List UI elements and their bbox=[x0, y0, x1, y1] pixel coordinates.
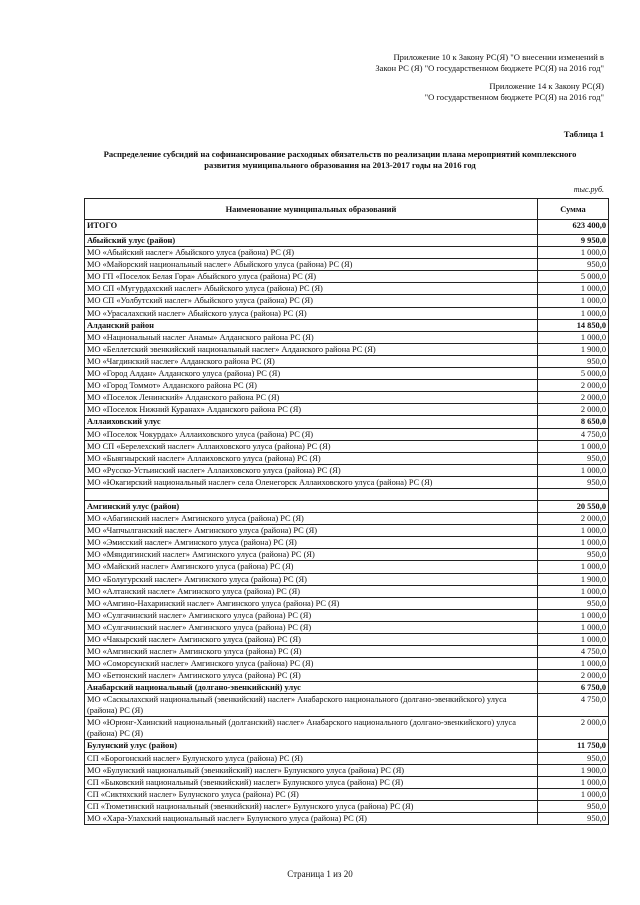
row-name: Булунский улус (район) bbox=[85, 740, 538, 752]
row-name: Амгинский улус (район) bbox=[85, 500, 538, 512]
table-row bbox=[85, 271, 609, 283]
row-name: СП «Борогонский наслег» Булунского улуса (района) РС (Я) bbox=[85, 752, 538, 764]
row-sum: 2 000,0 bbox=[538, 717, 609, 740]
row-sum: 1 000,0 bbox=[538, 331, 609, 343]
appendix-14-header bbox=[425, 81, 604, 103]
table-row bbox=[85, 464, 609, 476]
row-name: МО «Саскылахский национальный (эвенкийский) наслег» Анабарского национального (долгано-эвенкийского) улуса (района) РС (Я) bbox=[85, 694, 538, 717]
row-sum: 9 950,0 bbox=[538, 235, 609, 247]
row-name: СП «Тюметинский национальный (эвенкийский) наслег» Булунского улуса (района) РС (Я) bbox=[85, 800, 538, 812]
table-row bbox=[85, 355, 609, 367]
row-name: МО «Быягнырский наслег» Аллаиховского улуса (района) РС (Я) bbox=[85, 452, 538, 464]
row-sum: 1 000,0 bbox=[538, 525, 609, 537]
table-row bbox=[85, 597, 609, 609]
row-sum: 1 900,0 bbox=[538, 573, 609, 585]
row-sum: 8 650,0 bbox=[538, 416, 609, 428]
table-row bbox=[85, 247, 609, 259]
row-sum: 950,0 bbox=[538, 813, 609, 825]
table-row bbox=[85, 776, 609, 788]
row-name: МО «Майский наслег» Амгинского улуса (района) РС (Я) bbox=[85, 561, 538, 573]
row-name: МО «Абагинский наслег» Амгинского улуса (района) РС (Я) bbox=[85, 513, 538, 525]
table-row bbox=[85, 694, 609, 717]
row-sum: 2 000,0 bbox=[538, 392, 609, 404]
header-line-4: "О государственном бюджете РС(Я) на 2016 год" bbox=[424, 92, 604, 102]
row-name: МО СП «Мугурдахский наслег» Абыйского улуса (района) РС (Я) bbox=[85, 283, 538, 295]
row-sum: 1 000,0 bbox=[538, 561, 609, 573]
table-row bbox=[85, 609, 609, 621]
row-name: МО «Бетюнский наслег» Амгинского улуса (района) РС (Я) bbox=[85, 670, 538, 682]
row-name: МО «Эмисский наслег» Амгинского улуса (района) РС (Я) bbox=[85, 537, 538, 549]
row-name: МО «Юкагирский национальный наслег» села Оленегорск Аллаиховского улуса (района) РС (Я) bbox=[85, 476, 538, 488]
row-sum: 1 000,0 bbox=[538, 776, 609, 788]
table-row bbox=[85, 331, 609, 343]
table-row bbox=[85, 788, 609, 800]
table-row bbox=[85, 440, 609, 452]
row-sum: 950,0 bbox=[538, 476, 609, 488]
row-name: МО «Мяндигинский наслег» Амгинского улуса (района) РС (Я) bbox=[85, 549, 538, 561]
table-row bbox=[85, 513, 609, 525]
table-row bbox=[85, 800, 609, 812]
row-sum: 1 000,0 bbox=[538, 537, 609, 549]
table-row bbox=[85, 404, 609, 416]
row-sum: 2 000,0 bbox=[538, 380, 609, 392]
row-name: МО «Поселок Ленинский» Алданского района РС (Я) bbox=[85, 392, 538, 404]
row-sum: 1 000,0 bbox=[538, 464, 609, 476]
group-row bbox=[85, 500, 609, 512]
table-number: Таблица 1 bbox=[563, 129, 604, 139]
row-sum: 2 000,0 bbox=[538, 670, 609, 682]
table-row bbox=[85, 752, 609, 764]
page-footer: Страница 1 из 20 bbox=[287, 869, 353, 879]
row-name: МО «Поселок Чокурдах» Аллаиховского улуса (района) РС (Я) bbox=[85, 428, 538, 440]
row-name: МО «Чагдинский наслег» Алданского района РС (Я) bbox=[85, 355, 538, 367]
table-row bbox=[85, 764, 609, 776]
row-sum: 11 750,0 bbox=[538, 740, 609, 752]
row-name: МО «Сулгачинский наслег» Амгинского улуса (района) РС (Я) bbox=[85, 609, 538, 621]
row-name: МО «Болугурский наслег» Амгинского улуса (района) РС (Я) bbox=[85, 573, 538, 585]
row-sum: 1 000,0 bbox=[538, 621, 609, 633]
table-row bbox=[85, 259, 609, 271]
header-line-3: Приложение 14 к Закону РС(Я) bbox=[489, 81, 604, 91]
table-row bbox=[85, 573, 609, 585]
row-name: СП «Быковский национальный (эвенкийский) наслег» Булунского улуса (района) РС (Я) bbox=[85, 776, 538, 788]
row-sum: 950,0 bbox=[538, 259, 609, 271]
row-sum: 4 750,0 bbox=[538, 646, 609, 658]
table-row bbox=[85, 670, 609, 682]
row-sum: 1 900,0 bbox=[538, 343, 609, 355]
header-line-1: Приложение 10 к Закону РС(Я) "О внесении изменений в bbox=[393, 52, 604, 62]
row-sum: 950,0 bbox=[538, 452, 609, 464]
row-name: МО «Амгинский наслег» Амгинского улуса (района) РС (Я) bbox=[85, 646, 538, 658]
row-name: МО ГП «Поселок Белая Гора» Абыйского улуса (района) РС (Я) bbox=[85, 271, 538, 283]
table-row bbox=[85, 283, 609, 295]
header-line-2: Закон РС (Я) "О государственном бюджете РС(Я) на 2016 год" bbox=[375, 63, 604, 73]
row-name: ИТОГО bbox=[85, 220, 538, 235]
column-header-name: Наименование муниципальных образований bbox=[85, 199, 538, 220]
row-sum: 950,0 bbox=[538, 752, 609, 764]
group-row bbox=[85, 416, 609, 428]
table-row bbox=[85, 380, 609, 392]
table-header-row bbox=[85, 199, 609, 220]
row-name: МО «Сулгачинский наслег» Амгинского улуса (района) РС (Я) bbox=[85, 621, 538, 633]
row-name: МО «Майорский национальный наслег» Абыйского улуса (района) РС (Я) bbox=[85, 259, 538, 271]
row-name: МО «Город Алдан» Алданского улуса (района) РС (Я) bbox=[85, 368, 538, 380]
title-line-1: Распределение субсидий на софинансирование расходных обязательств по реализации плана мероприятий комплексного bbox=[103, 149, 577, 159]
table-row bbox=[85, 813, 609, 825]
group-row bbox=[85, 682, 609, 694]
row-sum: 1 000,0 bbox=[538, 658, 609, 670]
row-name: МО СП «Берелехский наслег» Аллаиховского улуса (района) РС (Я) bbox=[85, 440, 538, 452]
group-row bbox=[85, 740, 609, 752]
table-row bbox=[85, 368, 609, 380]
row-name: Аллаиховский улус bbox=[85, 416, 538, 428]
row-sum: 950,0 bbox=[538, 597, 609, 609]
table-row bbox=[85, 307, 609, 319]
group-row bbox=[85, 319, 609, 331]
row-name: МО «Беллетский эвенкийский национальный наслег» Алданского района РС (Я) bbox=[85, 343, 538, 355]
row-sum: 1 000,0 bbox=[538, 283, 609, 295]
row-name: Абыйский улус (район) bbox=[85, 235, 538, 247]
subsidy-table bbox=[84, 198, 609, 825]
row-name: Анабарский национальный (долгано-эвенкийский) улус bbox=[85, 682, 538, 694]
row-sum: 1 000,0 bbox=[538, 788, 609, 800]
row-sum: 950,0 bbox=[538, 549, 609, 561]
row-name: МО «Соморсунский наслег» Амгинского улуса (района) РС (Я) bbox=[85, 658, 538, 670]
title-line-2: развития муниципального образования на 2013-2017 годы на 2016 год bbox=[204, 160, 476, 170]
row-sum: 950,0 bbox=[538, 800, 609, 812]
appendix-10-header bbox=[375, 52, 604, 74]
column-header-sum: Сумма bbox=[538, 199, 609, 220]
row-name: МО «Алтанский наслег» Амгинского улуса (района) РС (Я) bbox=[85, 585, 538, 597]
row-name: МО «Булунский национальный (эвенкийский) наслег» Булунского улуса (района) РС (Я) bbox=[85, 764, 538, 776]
row-sum: 2 000,0 bbox=[538, 404, 609, 416]
table-row bbox=[85, 488, 609, 500]
table-row bbox=[85, 295, 609, 307]
row-name: СП «Сиктяхский наслег» Булунского улуса (района) РС (Я) bbox=[85, 788, 538, 800]
row-name bbox=[85, 488, 538, 500]
row-name: МО «Абыйский наслег» Абыйского улуса (района) РС (Я) bbox=[85, 247, 538, 259]
row-name: МО «Поселок Нижний Куранах» Алданского района РС (Я) bbox=[85, 404, 538, 416]
table-row bbox=[85, 343, 609, 355]
table-row bbox=[85, 476, 609, 488]
row-name: МО СП «Уолбутский наслег» Абыйского улуса (района) РС (Я) bbox=[85, 295, 538, 307]
row-name: МО «Амгино-Нахаринский наслег» Амгинского улуса (района) РС (Я) bbox=[85, 597, 538, 609]
row-sum: 20 550,0 bbox=[538, 500, 609, 512]
table-row bbox=[85, 392, 609, 404]
row-sum bbox=[538, 488, 609, 500]
units-label: тыс.руб. bbox=[573, 185, 604, 194]
group-row bbox=[85, 235, 609, 247]
document-title bbox=[80, 149, 600, 171]
table-row bbox=[85, 428, 609, 440]
row-name: МО «Урасалахский наслег» Абыйского улуса (района) РС (Я) bbox=[85, 307, 538, 319]
row-sum: 1 000,0 bbox=[538, 585, 609, 597]
total-row bbox=[85, 220, 609, 235]
table-row bbox=[85, 452, 609, 464]
row-sum: 1 000,0 bbox=[538, 634, 609, 646]
row-name: МО «Национальный наслег Анамы» Алданского района РС (Я) bbox=[85, 331, 538, 343]
row-name: МО «Чапчылганский наслег» Амгинского улуса (района) РС (Я) bbox=[85, 525, 538, 537]
row-sum: 1 000,0 bbox=[538, 609, 609, 621]
row-name: Алданский район bbox=[85, 319, 538, 331]
table-row bbox=[85, 646, 609, 658]
table-row bbox=[85, 717, 609, 740]
table-row bbox=[85, 634, 609, 646]
row-sum: 2 000,0 bbox=[538, 513, 609, 525]
row-name: МО «Юрюнг-Хаинский национальный (долганский) наслег» Анабарского национального (долгано-эвенкийского) улуса (района) РС (Я) bbox=[85, 717, 538, 740]
row-sum: 623 400,0 bbox=[538, 220, 609, 235]
row-sum: 1 000,0 bbox=[538, 247, 609, 259]
row-name: МО «Хара-Улахский национальный наслег» Булунского улуса (района) РС (Я) bbox=[85, 813, 538, 825]
row-name: МО «Русско-Устьинский наслег» Аллаиховского улуса (района) РС (Я) bbox=[85, 464, 538, 476]
row-sum: 4 750,0 bbox=[538, 694, 609, 717]
table-row bbox=[85, 621, 609, 633]
row-sum: 14 850,0 bbox=[538, 319, 609, 331]
table-row bbox=[85, 525, 609, 537]
row-sum: 5 000,0 bbox=[538, 271, 609, 283]
row-sum: 1 000,0 bbox=[538, 440, 609, 452]
row-sum: 1 000,0 bbox=[538, 295, 609, 307]
table-row bbox=[85, 658, 609, 670]
row-sum: 5 000,0 bbox=[538, 368, 609, 380]
table-row bbox=[85, 549, 609, 561]
row-sum: 4 750,0 bbox=[538, 428, 609, 440]
row-sum: 950,0 bbox=[538, 355, 609, 367]
row-name: МО «Чакырский наслег» Амгинского улуса (района) РС (Я) bbox=[85, 634, 538, 646]
row-name: МО «Город Томмот» Алданского района РС (Я) bbox=[85, 380, 538, 392]
table-row bbox=[85, 537, 609, 549]
row-sum: 1 900,0 bbox=[538, 764, 609, 776]
row-sum: 1 000,0 bbox=[538, 307, 609, 319]
table-row bbox=[85, 561, 609, 573]
table-row bbox=[85, 585, 609, 597]
row-sum: 6 750,0 bbox=[538, 682, 609, 694]
